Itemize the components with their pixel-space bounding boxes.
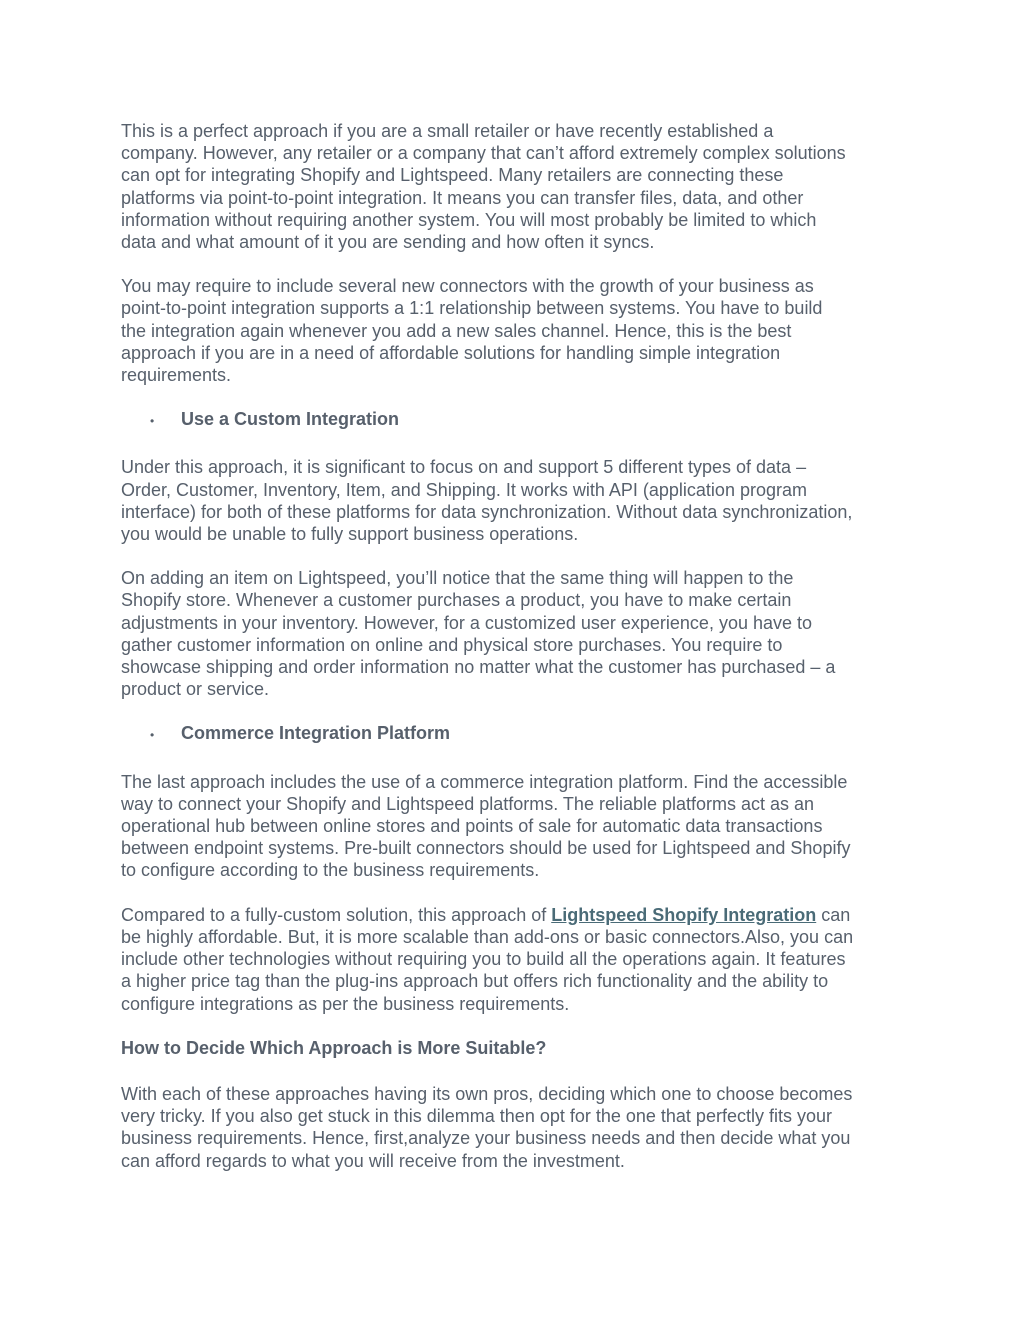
lightspeed-shopify-integration-link[interactable]: Lightspeed Shopify Integration	[551, 904, 817, 925]
paragraph-point-to-point-intro: This is a perfect approach if you are a small retailer or have recently established a company. However, any retailer or a company that can’t afford extremely complex solutions can opt for integrating Shopify and Lightspeed. Many retailers are connecting these platforms via point-to-point integration. It means you can transfer files, data, and other information without requiring another system. You will most probably be limited to which data and what amount of it you are sending and how often it syncs.	[121, 121, 846, 253]
paragraph-custom-integration-data: Under this approach, it is significant to focus on and support 5 different types of data – Order, Customer, Inventory, Item, and Shipping. It works with API (application program interface) for both of these platforms for data synchronization. Without data synchronization, you would be unable to fully support business operations.	[121, 457, 853, 545]
paragraph-compared-text-after: can be highly affordable. But, it is more scalable than add-ons or basic connectors.Also, you can include other technologies without requiring you to build all the operations again. It features a higher price tag than the plug-ins approach but offers rich functionality and the ability to configure integrations as per the business requirements.	[121, 904, 854, 1014]
bullet-commerce-platform	[121, 722, 911, 746]
paragraph-point-to-point-limits: You may require to include several new connectors with the growth of your business as point-to-point integration supports a 1:1 relationship between systems. You have to build the integration again whenever you add a new sales channel. Hence, this is the best approach if you are in a need of affordable solutions for handling simple integration requirements.	[121, 276, 823, 386]
bullet-dot-icon: •	[150, 728, 155, 743]
paragraph-compared-text-before: Compared to a fully-custom solution, this approach of	[121, 904, 552, 925]
bullet-dot-icon: •	[150, 414, 155, 429]
document-page	[121, 120, 911, 1194]
paragraph-compared-solution	[121, 904, 911, 1015]
paragraph-commerce-platform: The last approach includes the use of a commerce integration platform. Find the accessible way to connect your Shopify and Lightspeed platforms. The reliable platforms act as an operational hub between online stores and points of sale for automatic data transactions between endpoint systems. Pre-built connectors should be used for Lightspeed and Shopify to configure according to the business requirements.	[121, 771, 851, 881]
bullet-custom-integration-label: Use a Custom Integration	[181, 409, 400, 430]
paragraph-custom-integration-example: On adding an item on Lightspeed, you’ll notice that the same thing will happen to the Shopify store. Whenever a customer purchases a product, you have to make certain adjustments in your inventory. However, for a customized user experience, you have to gather customer information on online and physical store purchases. You require to showcase shipping and order information no matter what the customer has purchased – a product or service.	[121, 568, 836, 700]
section-heading-decide-approach: How to Decide Which Approach is More Suitable?	[121, 1037, 547, 1058]
bullet-commerce-platform-label: Commerce Integration Platform	[181, 723, 451, 744]
bullet-custom-integration	[121, 408, 911, 432]
paragraph-decide-approach: With each of these approaches having its own pros, deciding which one to choose becomes very tricky. If you also get stuck in this dilemma then opt for the one that perfectly fits your business requirements. Hence, first,analyze your business needs and then decide what you can afford regards to what you will receive from the investment.	[121, 1083, 853, 1171]
